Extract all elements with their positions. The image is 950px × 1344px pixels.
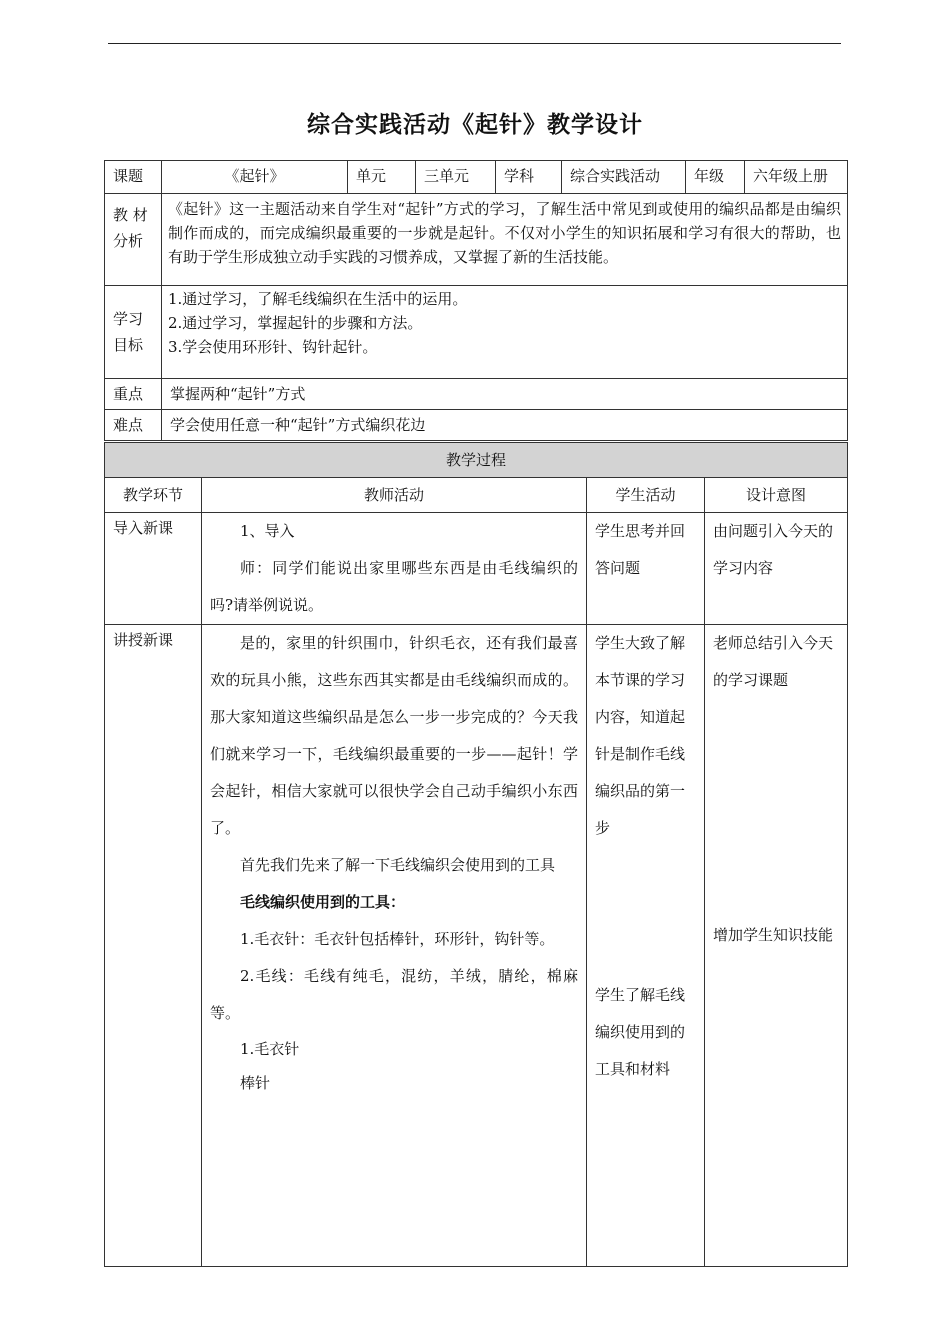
topic-label: 课题 [105,161,162,194]
key-text: 掌握两种“起针”方式 [162,379,848,410]
topic-value: 《起针》 [162,161,348,194]
analysis-label [105,194,162,286]
info-row-key [105,379,848,410]
design-intent-intro: 由问题引入今天的学习内容 [705,513,848,625]
goal-item: 1.通过学习，了解毛线编织在生活中的运用。 [168,290,468,308]
student-activity-1: 学生大致了解本节课的学习内容，知道起针是制作毛线编织品的第一步 [595,634,686,837]
table-row [105,625,848,1267]
design-intent-2: 增加学生知识技能 [713,926,834,944]
stage-lesson: 讲授新课 [105,625,202,1267]
sub-heading-needles: 1.毛衣针 [240,1040,300,1058]
unit-label: 单元 [348,161,416,194]
intro-question: 师：同学们能说出家里哪些东西是由毛线编织的吗?请举例说说。 [210,559,578,614]
process-header-row [105,478,848,513]
analysis-label-line1: 教 材 [113,206,148,224]
stage-intro: 导入新课 [105,513,202,625]
tool-item-needles: 1.毛衣针：毛衣针包括棒针，环形针，钩针等。 [240,930,555,948]
design-intent-lesson [705,625,848,1267]
difficulty-label: 难点 [105,410,162,441]
col-header-intent: 设计意图 [705,478,848,513]
page-title: 综合实践活动《起针》教学设计 [307,111,643,138]
goals-label-line2: 目标 [113,336,144,354]
goal-item: 2.通过学习，掌握起针的步骤和方法。 [168,314,423,332]
process-section-title: 教学过程 [105,443,848,478]
sub-heading-straight-needles: 棒针 [240,1074,271,1092]
col-header-student: 学生活动 [587,478,705,513]
analysis-label-line2: 分析 [113,232,144,250]
grade-label: 年级 [686,161,745,194]
teaching-process-table [104,442,848,1267]
info-row-difficulty [105,410,848,441]
process-title-row [105,443,848,478]
subject-value: 综合实践活动 [562,161,686,194]
header-rule [108,43,841,44]
teacher-activity-intro [202,513,587,625]
table-row [105,513,848,625]
col-header-teacher: 教师活动 [202,478,587,513]
student-activity-lesson [587,625,705,1267]
goals-list [162,286,848,379]
col-header-stage: 教学环节 [105,478,202,513]
tool-item-yarn: 2.毛线：毛线有纯毛，混纺，羊绒，腈纶，棉麻等。 [210,967,578,1022]
goal-item: 3.学会使用环形针、钩针起针。 [168,338,378,356]
analysis-text: 《起针》这一主题活动来自学生对“起针”方式的学习，了解生活中常见到或使用的编织品都是由编织制作而成的，而完成编织最重要的一步就是起针。不仅对小学生的知识拓展和学习有很大的帮助，也有助于学生形成独立动手实践的习惯养成，又掌握了新的生活技能。 [162,194,848,286]
teacher-activity-lesson [202,625,587,1267]
course-info-table [104,160,848,441]
difficulty-text: 学会使用任意一种“起针”方式编织花边 [162,410,848,441]
student-activity-2: 学生了解毛线编织使用到的工具和材料 [595,986,686,1078]
lesson-paragraph-1: 是的，家里的针织围巾，针织毛衣，还有我们最喜欢的玩具小熊，这些东西其实都是由毛线编织而成的。那大家知道这些编织品是怎么一步一步完成的？今天我们就来学习一下，毛线编织最重要的一步——起针！学会起针，相信大家就可以很快学会自己动手编织小东西了。 [210,634,578,837]
info-row-goals [105,286,848,379]
key-label: 重点 [105,379,162,410]
tools-heading: 毛线编织使用到的工具： [240,893,406,911]
grade-value: 六年级上册 [745,161,848,194]
info-row-analysis [105,194,848,286]
subject-label: 学科 [496,161,562,194]
goals-label-line1: 学习 [113,310,144,328]
intro-heading: 1、导入 [240,522,295,540]
info-row-topic [105,161,848,194]
design-intent-1: 老师总结引入今天的学习课题 [713,634,834,689]
unit-value: 三单元 [416,161,496,194]
lesson-paragraph-2: 首先我们先来了解一下毛线编织会使用到的工具 [240,856,556,874]
student-activity-intro: 学生思考并回答问题 [587,513,705,625]
goals-label [105,286,162,379]
